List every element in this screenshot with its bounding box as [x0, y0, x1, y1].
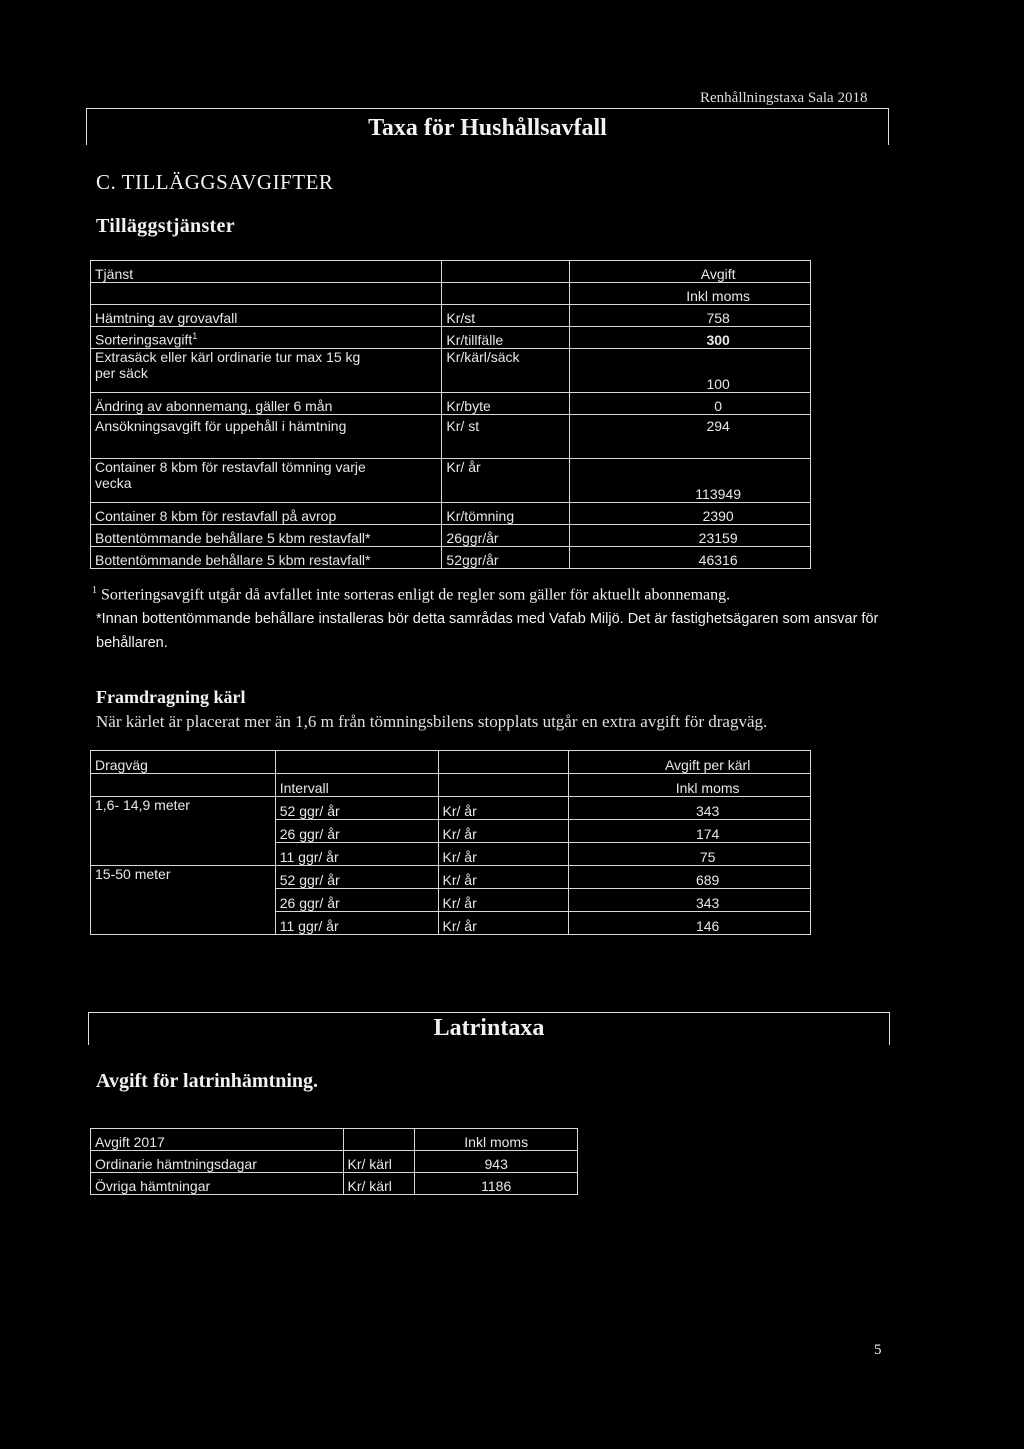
dragvag-table: [90, 750, 811, 935]
service-unit: Kr/kärl/säck: [442, 349, 570, 393]
latrin-title-box: [88, 1012, 890, 1045]
service-name: Bottentömmande behållare 5 kbm restavfall*: [91, 525, 442, 547]
interval: 11 ggr/ år: [275, 843, 438, 866]
service-name: Container 8 kbm för restavfall tömning varje vecka: [91, 459, 442, 503]
table-row: [91, 349, 811, 393]
service-name: Hämtning av grovavfall: [91, 305, 442, 327]
unit: Kr/ år: [438, 912, 569, 935]
interval: 26 ggr/ år: [275, 889, 438, 912]
service-unit: Kr/st: [442, 305, 570, 327]
unit: Kr/ år: [438, 843, 569, 866]
header-cell-fee-moms: Inkl moms: [569, 774, 811, 797]
service-fee: 113949: [570, 459, 811, 503]
header-cell-fee-moms: Inkl moms: [570, 283, 811, 305]
service-unit: Kr/ st: [442, 415, 570, 459]
latrin-fee: 1186: [415, 1173, 578, 1195]
table-row: [91, 415, 811, 459]
table-row: [91, 459, 811, 503]
header-cell-blank: [438, 751, 569, 774]
header-cell-blank: [442, 283, 570, 305]
service-unit: Kr/tillfälle: [442, 327, 570, 349]
latrin-title: Latrintaxa: [433, 1015, 545, 1041]
service-name: Sorteringsavgift$^1$: [91, 327, 442, 349]
header-cell-moms: Inkl moms: [415, 1129, 578, 1151]
service-fee: 758: [570, 305, 811, 327]
table-row: [91, 393, 811, 415]
service-fee: 294: [570, 415, 811, 459]
unit: Kr/ år: [438, 797, 569, 820]
fee: 146: [569, 912, 811, 935]
distance-group-label: 1,6- 14,9 meter: [91, 797, 276, 866]
service-name: Ändring av abonnemang, gäller 6 mån: [91, 393, 442, 415]
fee: 343: [569, 889, 811, 912]
latrin-unit: Kr/ kärl: [343, 1151, 415, 1173]
service-unit: Kr/ år: [442, 459, 570, 503]
latrin-name: Ordinarie hämtningsdagar: [91, 1151, 344, 1173]
table-row: [91, 866, 811, 889]
service-fee: 300: [570, 327, 811, 349]
service-unit: 26ggr/år: [442, 525, 570, 547]
header-cell-year: Avgift 2017: [91, 1129, 344, 1151]
service-fee: 2390: [570, 503, 811, 525]
interval: 26 ggr/ år: [275, 820, 438, 843]
header-cell-service: Tjänst: [91, 261, 442, 283]
service-name: Ansökningsavgift för uppehåll i hämtning: [91, 415, 442, 459]
fee: 75: [569, 843, 811, 866]
footnote-marker: 1: [192, 331, 198, 342]
service-unit: 52ggr/år: [442, 547, 570, 569]
table-row: [91, 503, 811, 525]
framdragning-heading: Framdragning kärl: [96, 687, 246, 707]
table-row: [91, 1151, 578, 1173]
unit: Kr/ år: [438, 866, 569, 889]
interval: 11 ggr/ år: [275, 912, 438, 935]
unit: Kr/ år: [438, 889, 569, 912]
table-row: [91, 797, 811, 820]
header-cell-unit: [442, 261, 570, 283]
fee: 174: [569, 820, 811, 843]
header-cell-blank: [275, 751, 438, 774]
framdragning-text: När kärlet är placerat mer än 1,6 m från tömningsbilens stopplats utgår en extra avgift för dragväg.: [96, 712, 768, 731]
service-fee: 100: [570, 349, 811, 393]
latrin-fee: 943: [415, 1151, 578, 1173]
header-cell-dragvag: Dragväg: [91, 751, 276, 774]
interval: 52 ggr/ år: [275, 866, 438, 889]
footnote-1: $^1$ Sorteringsavgift utgår då avfallet inte sorteras enligt de regler som gäller för aktuellt abonnemang.: [92, 585, 731, 604]
document-reference: Renhållningstaxa Sala 2018: [700, 90, 868, 106]
latrin-heading: Avgift för latrinhämtning.: [96, 1070, 319, 1092]
service-fee: 46316: [570, 547, 811, 569]
header-cell-blank: [438, 774, 569, 797]
interval: 52 ggr/ år: [275, 797, 438, 820]
latrin-table: [90, 1128, 578, 1195]
service-name: Bottentömmande behållare 5 kbm restavfall*: [91, 547, 442, 569]
service-name: Extrasäck eller kärl ordinarie tur max 15 kg per säck: [91, 349, 442, 393]
header-cell-blank: [91, 774, 276, 797]
page-number: 5: [874, 1342, 882, 1358]
title-box: [86, 108, 889, 145]
header-cell-interval: Intervall: [275, 774, 438, 797]
table-row: [91, 327, 811, 349]
header-cell-blank: [343, 1129, 415, 1151]
table-row: [91, 547, 811, 569]
footnote-2: *Innan bottentömmande behållare installeras bör detta samrådas med Vafab Miljö. Det är fastighetsägaren som ansvar för behållaren.: [96, 611, 879, 651]
service-fee: 23159: [570, 525, 811, 547]
service-name: Container 8 kbm för restavfall på avrop: [91, 503, 442, 525]
table-row: [91, 305, 811, 327]
table-row: [91, 1173, 578, 1195]
page-title: Taxa för Hushållsavfall: [368, 115, 607, 141]
header-cell-fee: Avgift: [570, 261, 811, 283]
service-unit: Kr/byte: [442, 393, 570, 415]
service-unit: Kr/tömning: [442, 503, 570, 525]
header-cell-fee: Avgift per kärl: [569, 751, 811, 774]
distance-group-label: 15-50 meter: [91, 866, 276, 935]
subsection-heading: Tilläggstjänster: [96, 215, 235, 237]
unit: Kr/ år: [438, 820, 569, 843]
latrin-unit: Kr/ kärl: [343, 1173, 415, 1195]
table-row: [91, 525, 811, 547]
fee: 343: [569, 797, 811, 820]
section-heading: C. TILLÄGGSAVGIFTER: [96, 170, 334, 194]
services-table: [90, 260, 811, 569]
fee: 689: [569, 866, 811, 889]
latrin-name: Övriga hämtningar: [91, 1173, 344, 1195]
service-fee: 0: [570, 393, 811, 415]
header-cell-blank: [91, 283, 442, 305]
